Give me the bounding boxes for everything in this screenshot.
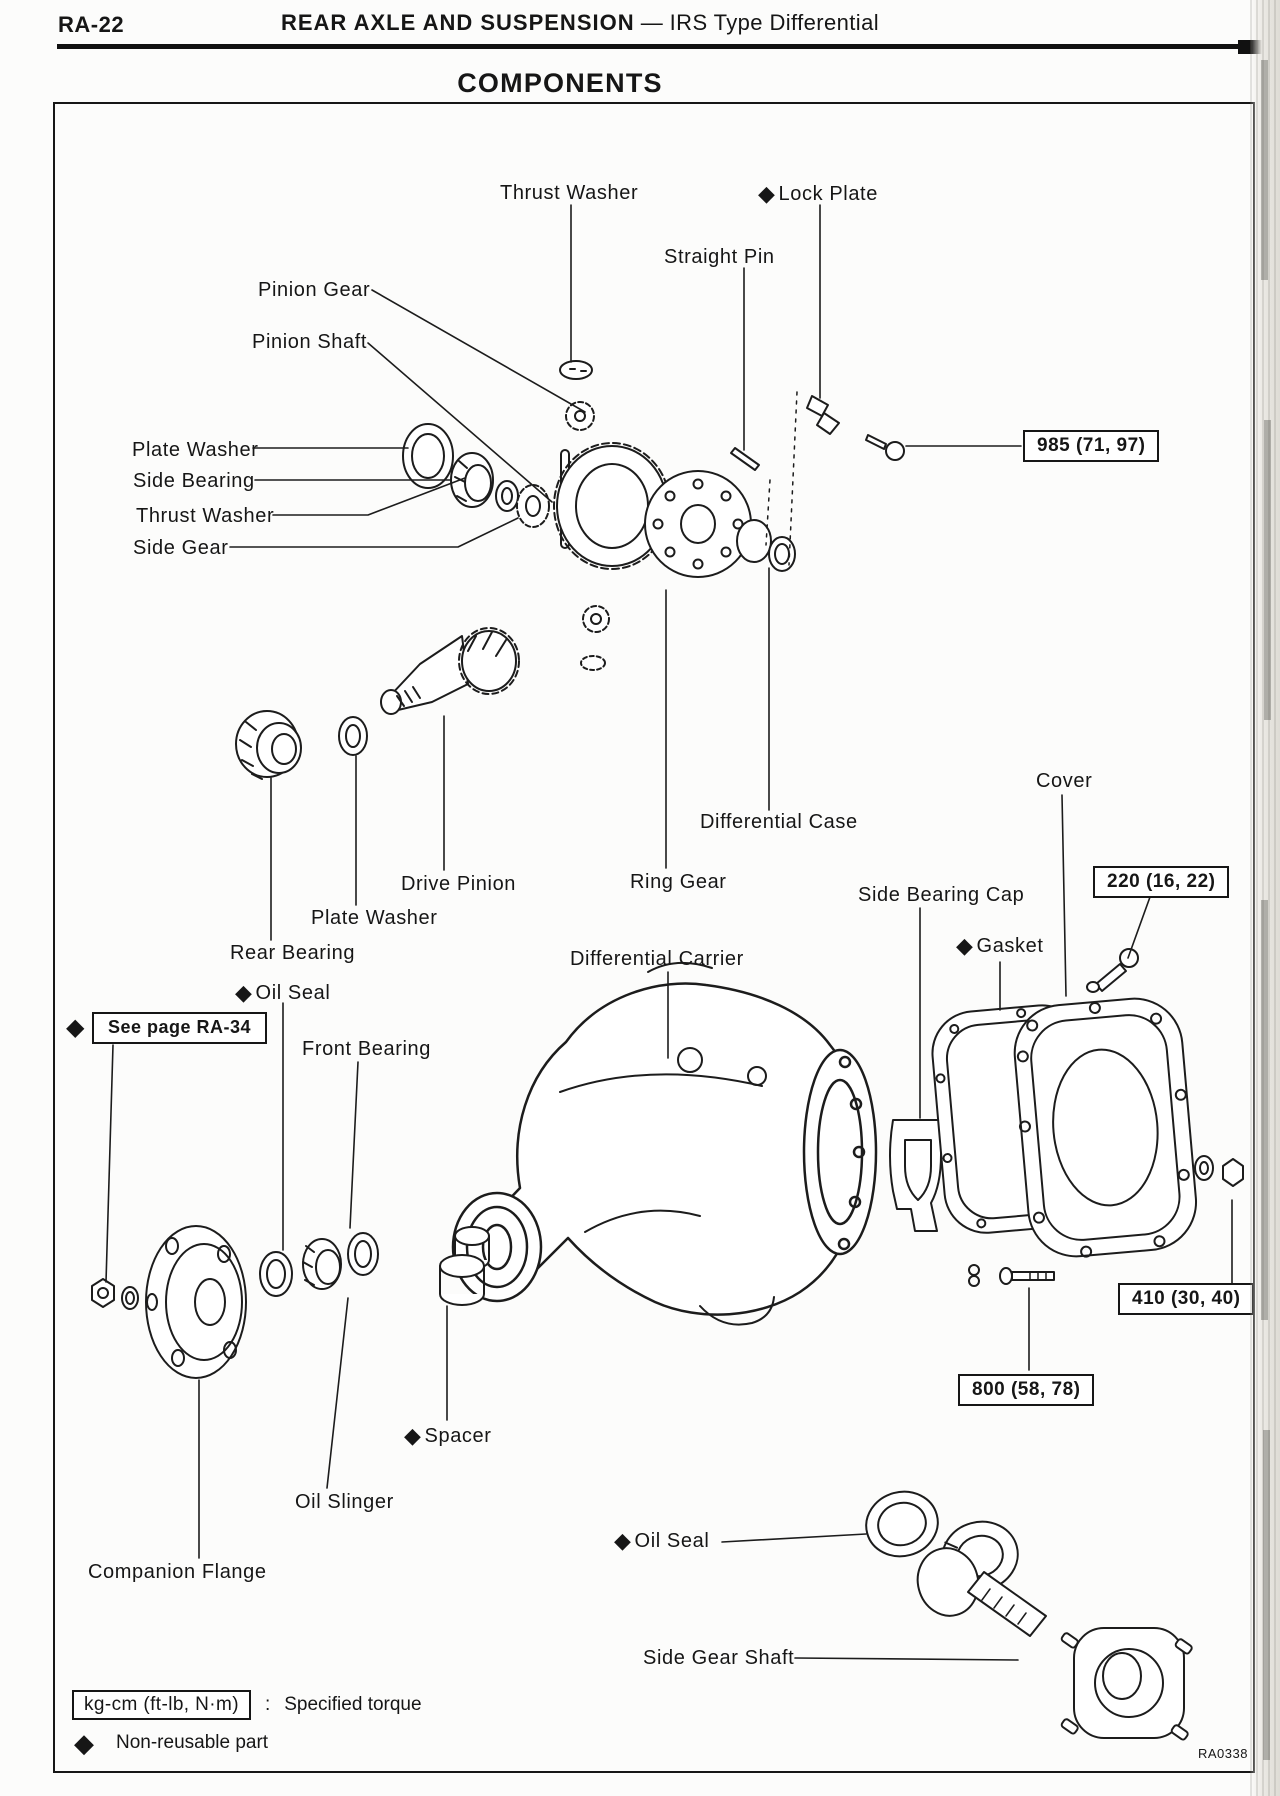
label-oil-seal-rear: ◆ Oil Seal — [614, 1528, 710, 1553]
label-rear-bearing: Rear Bearing — [230, 942, 356, 964]
page-title-section: REAR AXLE AND SUSPENSION — [280, 10, 635, 35]
label-thrust-washer-top: Thrust Washer — [500, 182, 639, 204]
part-companion-flange-drawing — [146, 1226, 246, 1378]
legend-torque-text: Specified torque — [284, 1694, 422, 1715]
page-title-subsection: — IRS Type Differential — [640, 10, 880, 35]
label-side-bearing: Side Bearing — [133, 470, 255, 492]
label-pinion-shaft: Pinion Shaft — [252, 331, 368, 353]
non-reusable-diamond-icon: ◆ — [758, 181, 776, 206]
part-cover-nut-washer-drawing — [1195, 1156, 1243, 1186]
label-drive-pinion: Drive Pinion — [401, 873, 517, 895]
label-ring-gear: Ring Gear — [630, 871, 727, 893]
part-filler-bolt-drawing — [969, 1265, 1054, 1286]
non-reusable-diamond-icon: ◆ — [956, 933, 974, 958]
part-straight-pin-drawing — [731, 448, 759, 470]
label-thrust-washer-left: Thrust Washer — [136, 505, 275, 527]
part-cover-bolt-drawing — [1087, 949, 1138, 992]
scan-streak-artifact — [1263, 1430, 1270, 1760]
part-thrust-washer-left-drawing — [496, 481, 518, 511]
non-reusable-diamond-icon: ◆ — [66, 1014, 85, 1041]
non-reusable-diamond-icon: ◆ — [614, 1528, 632, 1553]
label-lock-plate: ◆ Lock Plate — [758, 181, 878, 206]
see-page-note-box: See page RA-34 — [92, 1012, 267, 1044]
scan-streak-artifact — [1261, 900, 1268, 1320]
label-spacer: ◆ Spacer — [404, 1423, 492, 1448]
page-number: RA-22 — [58, 12, 125, 37]
part-front-bearing-drawing — [303, 1239, 341, 1289]
non-reusable-diamond-icon: ◆ — [235, 980, 253, 1005]
leader-lines — [106, 205, 1232, 1660]
label-differential-case: Differential Case — [700, 811, 858, 833]
legend-separator: : — [264, 1694, 271, 1715]
label-plate-washer-left: Plate Washer — [132, 439, 259, 461]
part-side-gear-drawing — [517, 485, 549, 527]
part-differential-carrier-drawing — [453, 963, 876, 1325]
scan-streak-artifact — [1261, 60, 1268, 280]
torque-spec-220: 220 (16, 22) — [1093, 866, 1229, 898]
part-front-oil-seal-drawing — [260, 1252, 292, 1296]
part-thrust-washer-top-drawing — [560, 361, 592, 379]
label-side-bearing-cap: Side Bearing Cap — [858, 884, 1025, 906]
part-pinion-gear-lower-drawing — [581, 606, 609, 670]
label-differential-carrier: Differential Carrier — [570, 948, 744, 970]
part-cover-drawing — [1010, 995, 1200, 1262]
part-lock-bolt-drawing — [866, 435, 904, 460]
label-oil-seal-front: ◆ Oil Seal — [235, 980, 331, 1005]
part-rear-bearing-drawing — [236, 711, 301, 779]
torque-spec-410: 410 (30, 40) — [1118, 1283, 1254, 1315]
part-side-bearing-cap-drawing — [890, 1120, 941, 1231]
part-oil-slinger-drawing — [348, 1233, 378, 1275]
figure-code: RA0338 — [1198, 1746, 1248, 1761]
label-gasket: ◆ Gasket — [956, 933, 1044, 958]
label-side-gear: Side Gear — [133, 537, 229, 559]
part-lock-plate-drawing — [807, 396, 839, 434]
part-side-gear-shaft-drawing — [910, 1541, 1193, 1740]
label-straight-pin: Straight Pin — [664, 246, 775, 268]
part-drive-pinion-drawing — [381, 628, 519, 714]
label-side-gear-shaft: Side Gear Shaft — [643, 1647, 795, 1669]
legend-torque-units-box: kg-cm (ft-lb, N·m) — [72, 1690, 251, 1720]
label-companion-flange: Companion Flange — [88, 1561, 267, 1583]
label-front-bearing: Front Bearing — [302, 1038, 431, 1060]
part-pinion-gear-top-drawing — [566, 402, 594, 430]
alignment-dashed-line — [789, 392, 797, 565]
legend-non-reusable — [74, 1730, 268, 1756]
non-reusable-diamond-icon: ◆ — [404, 1423, 422, 1448]
label-cover: Cover — [1036, 770, 1093, 792]
torque-spec-985: 985 (71, 97) — [1023, 430, 1159, 462]
label-oil-slinger: Oil Slinger — [295, 1491, 394, 1513]
section-title: COMPONENTS — [457, 68, 663, 98]
part-flange-nut-washer-drawing — [92, 1279, 138, 1309]
scan-streak-artifact — [1264, 420, 1271, 720]
label-plate-washer-lower: Plate Washer — [311, 907, 438, 929]
torque-spec-800: 800 (58, 78) — [958, 1374, 1094, 1406]
part-plate-washer-lower-drawing — [339, 717, 367, 755]
part-plate-washer-left-drawing — [403, 424, 453, 488]
part-side-bearing-drawing — [451, 453, 493, 507]
legend-non-reusable-text: Non-reusable part — [116, 1732, 269, 1753]
part-differential-case-drawing — [645, 471, 795, 577]
non-reusable-diamond-icon: ◆ — [74, 1728, 94, 1758]
legend-torque — [72, 1690, 422, 1720]
label-pinion-gear: Pinion Gear — [258, 279, 371, 301]
